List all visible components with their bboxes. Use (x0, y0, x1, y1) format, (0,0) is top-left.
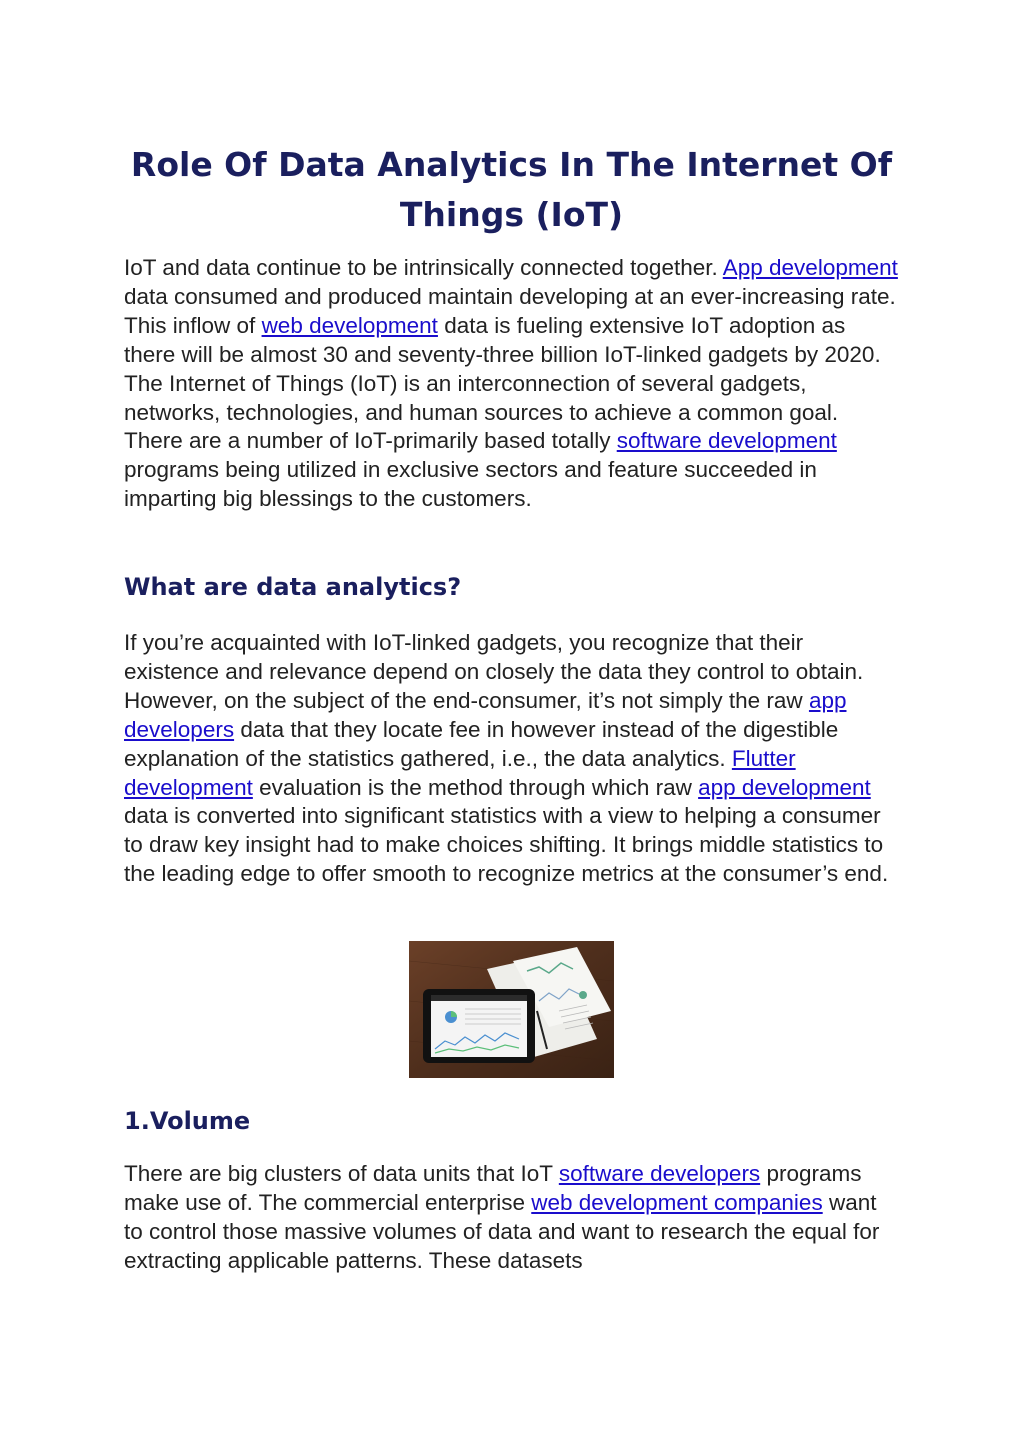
intro-paragraph (124, 254, 899, 514)
intro-text-3: data is fueling extensive IoT adoption as there will be almost 30 and seventy-three billion IoT-linked gadgets by 2020. The Internet of Things (IoT) is an interconnection of several gadgets, networks, technologies, and human sources to achieve a common goal. There are a number of IoT-primarily based totally (124, 312, 881, 454)
app-developers-link[interactable]: app developers (124, 687, 847, 742)
s1-text-2: data that they locate fee in however instead of the digestible explanation of the statistics gathered, i.e., the data analytics. (124, 716, 839, 771)
software-development-link[interactable]: software development (616, 428, 837, 454)
s1-text-4: data is converted into significant statistics with a view to helping a consumer to draw key insight had to make choices shifting. It brings middle statistics to the leading edge to offer smooth to recognize metrics at the consumer’s end. (124, 803, 889, 887)
page-title: Role Of Data Analytics In The Internet Of Things (IoT) (130, 145, 893, 234)
s1-text-3: evaluation is the method through which raw (252, 774, 699, 800)
s2-text-1: There are big clusters of data units that IoT (124, 1161, 559, 1186)
intro-text-2: data consumed and produced maintain developing at an ever-increasing rate. This inflow of (124, 283, 896, 338)
s2-text-3: want to control those massive volumes of data and want to research the equal for extracting applicable patterns. These datasets (124, 1189, 880, 1273)
flutter-development-link[interactable]: Flutter development (124, 745, 796, 800)
app-development-link[interactable]: App development (722, 255, 898, 280)
section-heading-data-analytics: What are data analytics? (124, 573, 462, 601)
intro-text-1: IoT and data continue to be intrinsically connected together. (124, 255, 723, 280)
intro-text-4: programs being utilized in exclusive sectors and feature succeeded in imparting big blessings to the customers. (124, 457, 817, 512)
s1-text-1: If you’re acquainted with IoT-linked gadgets, you recognize that their existence and relevance depend on closely the data they control to obtain. However, on the subject of the end-consumer, it’s not simply the raw (124, 630, 864, 713)
s2-text-2: programs make use of. The commercial enterprise (124, 1161, 862, 1215)
volume-paragraph (124, 1160, 899, 1276)
web-development-link[interactable]: web development (261, 312, 438, 338)
app-development-link-2[interactable]: app development (698, 774, 871, 800)
photo-illustration (409, 941, 614, 1078)
software-developers-link[interactable]: software developers (558, 1161, 761, 1186)
data-analytics-paragraph (124, 629, 899, 889)
section-heading-volume: 1.Volume (124, 1107, 251, 1135)
tablet-analytics-photo (409, 941, 614, 1078)
web-development-companies-link[interactable]: web development companies (531, 1189, 823, 1215)
